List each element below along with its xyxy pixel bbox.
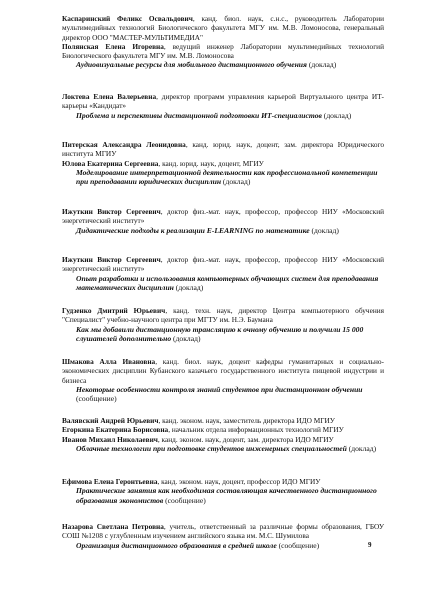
- talk-type: (доклад): [171, 334, 201, 344]
- program-entry: [62, 306, 384, 344]
- program-entry: [62, 207, 384, 235]
- talk-title-text: Некоторые особенности контроля знаний студентов при дистанционном обучении: [76, 384, 363, 394]
- participant: [62, 42, 384, 61]
- participant-name: Гудзенко Дмитрий Юрьевич: [62, 306, 166, 315]
- program-entry: [62, 477, 384, 505]
- participant: [62, 207, 384, 226]
- talk-title-text: Моделирование интерпретационной деятельности как профессиональной компетенции при преподавании юридических дисциплин: [76, 167, 378, 187]
- talk-type: (доклад): [346, 443, 377, 453]
- participant-description: , канд. эконом. наук, доцент, зам. директора ИДО МГИУ: [157, 434, 334, 444]
- participant-description: , канд. эконом. наук, доцент, профессор ИДО МГИУ: [157, 477, 321, 486]
- participant-name: Шмакова Алла Ивановна: [62, 357, 156, 366]
- talk-type: (сообщение): [163, 495, 206, 505]
- talk-title: [76, 444, 384, 454]
- program-entry: [62, 357, 384, 404]
- participant-name: Полянская Елена Игоревна: [62, 41, 164, 51]
- participant-description: , доктор физ.-мат. наук, профессор, профессор НИУ «Московский энергетический институт»: [62, 207, 384, 226]
- participant: [62, 435, 384, 444]
- participant-description: , канд. биол. наук, доцент кафедры гуманитарных и социально-экономических дисциплин Кубанского казачьего государственного института пищевой индустрии и бизнеса: [62, 357, 384, 385]
- participant: [62, 14, 384, 42]
- program-entry: [62, 522, 384, 550]
- talk-type: (доклад): [221, 177, 251, 187]
- talk-title-text: Как мы добавили дистанционную трансляцию к очному обучению и получили 15 000 слушателей дополнительно: [76, 324, 364, 344]
- talk-title: [76, 325, 384, 344]
- participant-description: , начальник отдела информационных технологий МГИУ: [168, 425, 344, 435]
- talk-title: [76, 274, 384, 293]
- participant-name: Питерская Александра Леонидовна: [62, 140, 186, 149]
- talk-type: (доклад): [321, 110, 352, 120]
- talk-title-text: Дидактические подходы к реализации E-LEARNING по математике: [76, 225, 310, 235]
- talk-title: [76, 226, 384, 236]
- participant-description: , канд. биол. наук, с.н.с., руководитель Лаборатории мультимедийных технологий Биологического факультета МГУ им. М.В. Ломоносова, генеральный директор ООО "МАСТЕР-МУЛЬТИМЕДИА": [62, 14, 385, 42]
- participant-name: Валявский Андрей Юрьевич: [62, 416, 159, 425]
- participant-description: , канд. юрид. наук, доцент, МГИУ: [158, 158, 264, 168]
- talk-title: [76, 486, 384, 505]
- talk-type: (сообщение): [76, 394, 117, 404]
- talk-title-text: Организация дистанционного образования в средней школе: [76, 540, 277, 550]
- program-entry: [62, 416, 384, 453]
- talk-title: [76, 111, 384, 121]
- talk-type: (доклад): [309, 225, 339, 235]
- participant: [62, 92, 384, 111]
- participant-name: Каспаринский Феликс Освальдович: [62, 14, 193, 23]
- talk-title: [76, 541, 384, 551]
- participant: [62, 425, 384, 434]
- participant: [62, 357, 384, 385]
- participant-description: , канд. юрид. наук, доцент, зам. директора Юридического института МГИУ: [62, 140, 384, 159]
- participant: [62, 255, 384, 274]
- participant-description: , канд. техн. наук, директор Центра компьютерного обучения "Специалист" учебно-научного центра при МГТУ им. Н.Э. Баумана: [62, 306, 384, 325]
- participant-name: Локтева Елена Валерьевна: [62, 92, 157, 101]
- participant-name: Ижуткин Виктор Сергеевич: [62, 207, 161, 216]
- program-entry: [62, 14, 384, 70]
- talk-type: (доклад): [306, 60, 337, 70]
- participant-description: , доктор физ.-мат. наук, профессор, профессор НИУ «Московский энергетический институт»: [62, 255, 384, 274]
- participant-description: , ведущий инженер Лаборатории мультимедийных технологий Биологического факультета МГУ им. М.В. Ломоносова: [62, 41, 384, 61]
- participant: [62, 416, 384, 425]
- participant-name: Назарова Светлана Петровна: [62, 522, 164, 531]
- participant: [62, 306, 384, 325]
- participant-name: Иванов Михаил Николаевич: [62, 434, 158, 444]
- participant-description: , директор программ управления карьерой Виртуального центра ИТ-карьеры «Кандидат»: [62, 92, 384, 111]
- participant-name: Егоркина Екатерина Борисовна: [62, 425, 169, 435]
- participant-description: , канд. эконом. наук, заместитель директора ИДО МГИУ: [158, 416, 335, 425]
- participant: [62, 159, 384, 168]
- talk-title-text: Облачные технологии при подготовке студентов инженерных специальностей: [76, 443, 347, 453]
- talk-type: (доклад): [173, 283, 204, 293]
- participant-name: Ижуткин Виктор Сергеевич: [62, 255, 161, 264]
- participant-description: , учитель, ответственный за различные формы образования, ГБОУ СОШ №1208 с углубленным изучением английского языка им. М.С. Шумилова: [62, 522, 384, 541]
- talk-title: [76, 385, 384, 404]
- participant: [62, 477, 384, 486]
- program-entry: [62, 140, 384, 187]
- participant: [62, 140, 384, 159]
- talk-title: [76, 168, 384, 187]
- talk-title: [76, 60, 384, 70]
- talk-title-text: Опыт разработки и использования компьютерных обучающих систем для преподавания математических дисциплин: [76, 273, 379, 293]
- program-entry: [62, 255, 384, 293]
- page-number: 9: [368, 541, 372, 549]
- program-entry: [62, 92, 384, 120]
- talk-title-text: Аудиовизуальные ресурсы для мобильного дистанционного обучения: [76, 60, 307, 70]
- participant-name: Ефимова Елена Геронтьевна: [62, 477, 158, 486]
- talk-title-text: Проблема и перспективы дистанционной подготовки ИТ-специалистов: [76, 110, 322, 120]
- participant: [62, 522, 384, 541]
- participant-name: Юлова Екатерина Сергеевна: [62, 158, 159, 168]
- talk-type: (сообщение): [276, 540, 320, 550]
- talk-title-text: Практические занятия как необходимая составляющая качественного дистанционного образования экономистов: [76, 486, 377, 505]
